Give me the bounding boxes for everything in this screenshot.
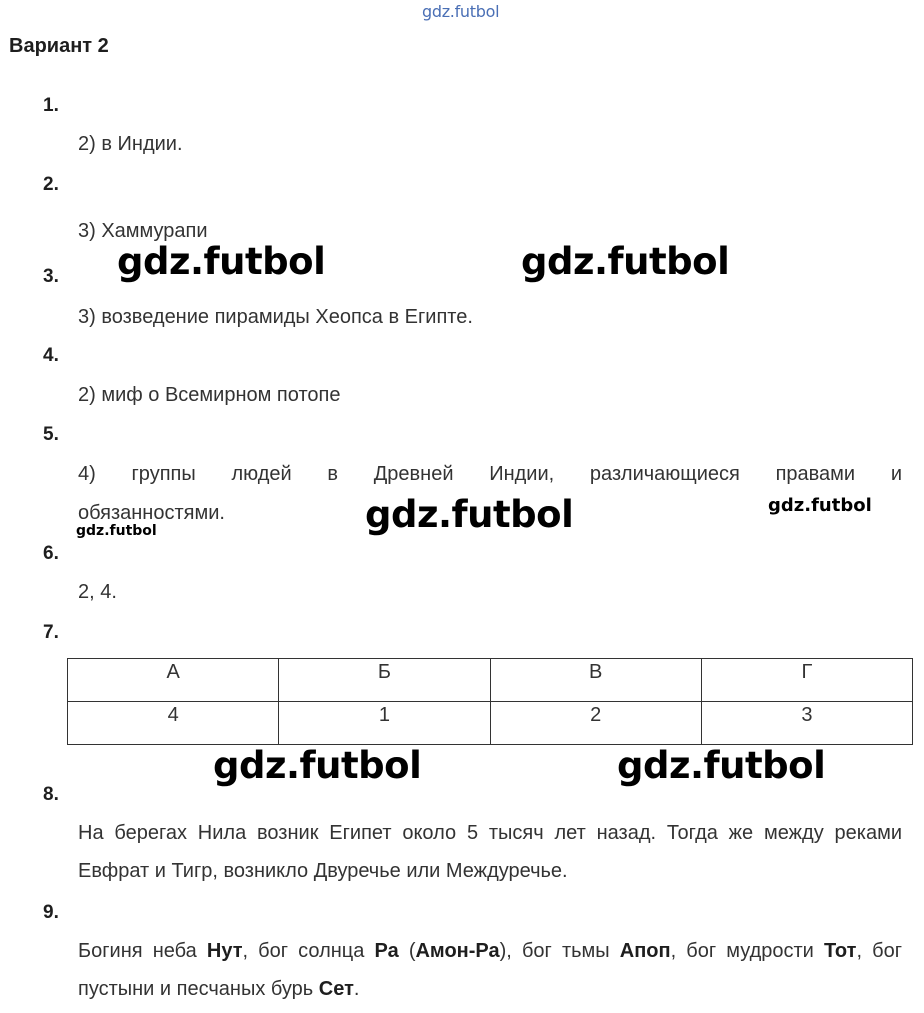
answer-9-bold: Нут [206, 940, 243, 962]
table-cell: 1 [279, 702, 490, 745]
question-number-4: 4. [43, 345, 59, 366]
table-cell: 2 [490, 702, 701, 745]
table-header-row [68, 659, 913, 702]
watermark-text: gdz.futbol [617, 744, 826, 787]
question-number-8: 8. [43, 784, 59, 805]
answer-9-bold: Апоп [619, 940, 671, 962]
table-header-cell: А [68, 659, 279, 702]
answer-9-bold: Тот [823, 940, 857, 962]
page-title: Вариант 2 [9, 35, 109, 57]
table-header-cell: В [490, 659, 701, 702]
answer-9 [78, 932, 902, 1008]
table-header-cell: Б [279, 659, 490, 702]
answer-9-text: , бог солнца [242, 940, 375, 962]
answer-9-text: , бог мудрости [670, 940, 824, 962]
answer-1: 2) в Индии. [78, 133, 183, 155]
question-number-2: 2. [43, 174, 59, 195]
answer-9-text: . [353, 978, 360, 1000]
question-number-5: 5. [43, 424, 59, 445]
answer-9-text: ), бог тьмы [499, 940, 620, 962]
answer-9-text: , бог пустыни и песчаных бурь [78, 940, 902, 1000]
answer-9-bold: Ра [374, 940, 399, 962]
watermark-text: gdz.futbol [117, 240, 326, 283]
matching-table [67, 658, 913, 745]
question-number-3: 3. [43, 266, 59, 287]
watermark-text: gdz.futbol [768, 495, 872, 516]
answer-9-bold: Сет [318, 978, 354, 1000]
answer-5-line-2: обязанностями. [78, 502, 225, 524]
answer-8: На берегах Нила возник Египет около 5 тысяч лет назад. Тогда же между реками Евфрат и Тигр, возникло Двуречье или Междуречье. [78, 822, 902, 882]
question-number-6: 6. [43, 543, 59, 564]
answer-9-bold: Амон-Ра [415, 940, 500, 962]
top-watermark: gdz.futbol [422, 2, 500, 21]
answer-6: 2, 4. [78, 581, 117, 603]
table-cell: 3 [701, 702, 912, 745]
table-cell: 4 [68, 702, 279, 745]
question-number-1: 1. [43, 95, 59, 116]
answer-9-text: Богиня неба [78, 940, 207, 962]
answer-2: 3) Хаммурапи [78, 220, 208, 242]
answer-5-line-1: 4) группы людей в Древней Индии, различающиеся правами и [78, 463, 902, 485]
watermark-text: gdz.futbol [213, 744, 422, 787]
table-row [68, 702, 913, 745]
question-number-7: 7. [43, 622, 59, 643]
watermark-text: gdz.futbol [76, 523, 157, 539]
answer-9-text: ( [398, 940, 416, 962]
watermark-text: gdz.futbol [365, 493, 574, 536]
answer-3: 3) возведение пирамиды Хеопса в Египте. [78, 306, 473, 328]
watermark-text: gdz.futbol [521, 240, 730, 283]
question-number-9: 9. [43, 902, 59, 923]
table-header-cell: Г [701, 659, 912, 702]
answer-4: 2) миф о Всемирном потопе [78, 384, 341, 406]
